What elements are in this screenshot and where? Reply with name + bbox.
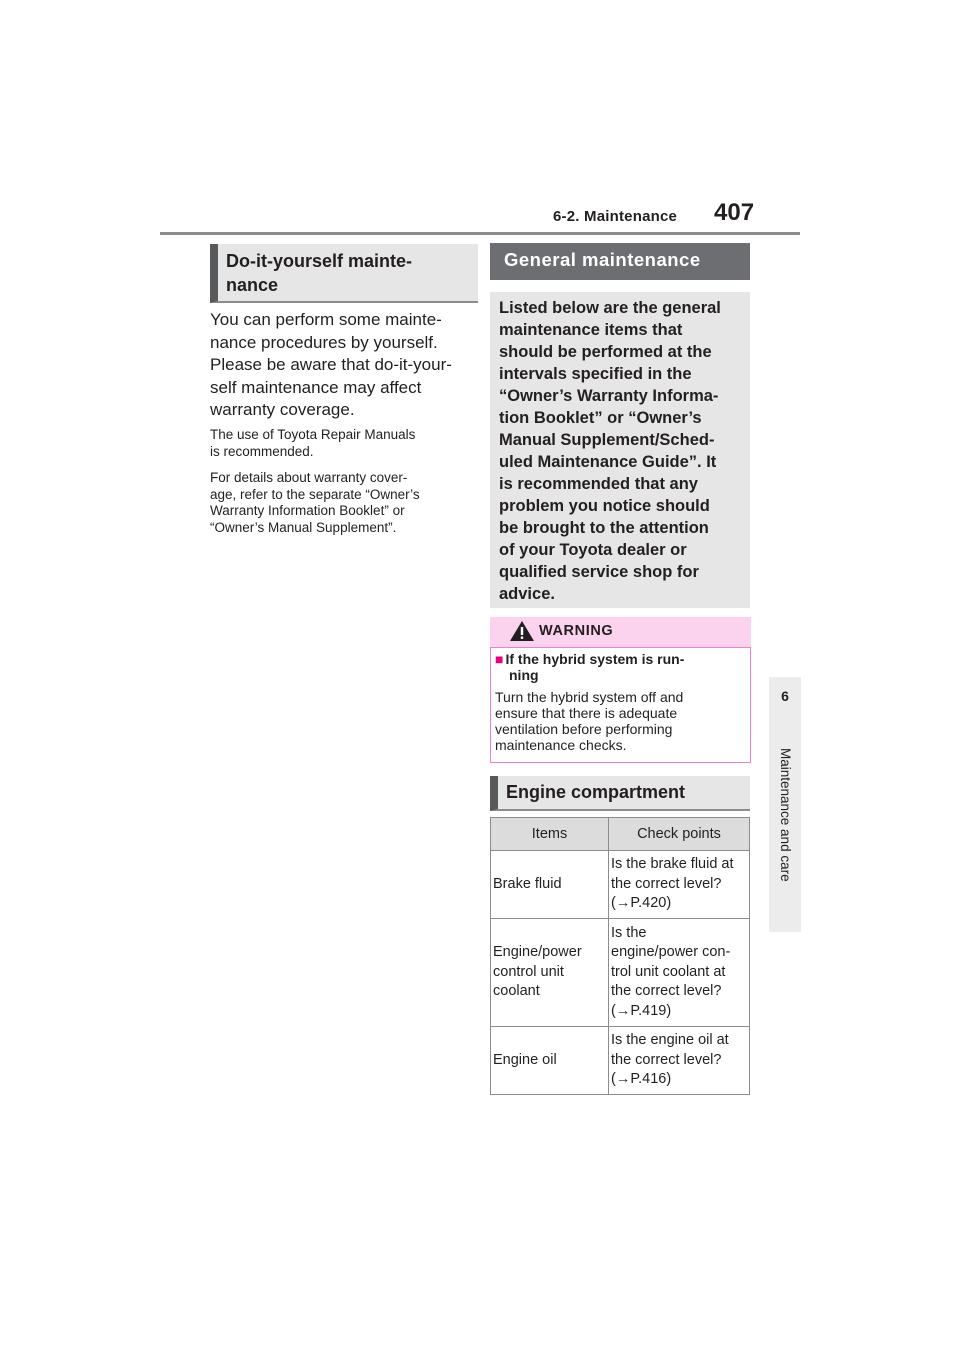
- square-bullet-icon: ■: [495, 651, 504, 667]
- table-row: [491, 1027, 750, 1095]
- table-cell-item: Engine/power control unit coolant: [491, 919, 609, 1027]
- table-cell-check: Is the engine/power con- trol unit coolant at the correct level? (→P.419): [609, 919, 750, 1027]
- header-rule: [160, 232, 800, 235]
- engine-compartment-heading: Engine compartment: [506, 782, 686, 802]
- engine-compartment-heading-box: [490, 776, 750, 811]
- engine-check-table: [490, 817, 750, 1095]
- general-maintenance-heading: General maintenance: [504, 249, 701, 270]
- general-maintenance-text: Listed below are the general maintenance items that should be performed at the intervals specified in the “Owner’s Warranty Informa- tion Booklet” or “Owner’s Manual Supplement/Sched- uled Maintenance Guide”. It is recommended that any problem you notice should be brought to the attention of your Toyota dealer or qualified service shop for advice.: [499, 299, 721, 603]
- repair-manual-note: The use of Toyota Repair Manuals is recommended.: [210, 427, 416, 459]
- general-maintenance-heading-box: [490, 243, 750, 280]
- diy-heading: Do-it-yourself mainte- nance: [226, 251, 413, 295]
- column-header-check-points: Check points: [609, 818, 750, 851]
- table-cell-check: Is the engine oil at the correct level? (→P.416): [609, 1027, 750, 1095]
- diy-intro: You can perform some mainte- nance procedures by yourself. Please be aware that do-it-your- self maintenance may affect warranty coverage.: [210, 310, 452, 419]
- warning-subheading: ■ If the hybrid system is run- ning: [495, 651, 685, 683]
- warning-triangle-icon: [509, 620, 535, 642]
- warranty-note: For details about warranty cover- age, refer to the separate “Owner’s Warranty Information Booklet” or “Owner’s Manual Supplement”.: [210, 470, 420, 535]
- general-maintenance-box: [490, 292, 750, 608]
- column-header-items: Items: [491, 818, 609, 851]
- table-cell-item: Engine oil: [491, 1027, 609, 1095]
- table-row: [491, 919, 750, 1027]
- table-row: [491, 851, 750, 919]
- chapter-number: 6: [781, 688, 789, 704]
- table-cell-check: Is the brake fluid at the correct level? (→P.420): [609, 851, 750, 919]
- table-header-row: [491, 818, 750, 851]
- chapter-title: Maintenance and care: [778, 748, 793, 882]
- page-number: 407: [714, 199, 755, 226]
- diy-heading-box: [210, 244, 478, 303]
- warning-title: WARNING: [539, 623, 614, 639]
- warning-text: Turn the hybrid system off and ensure that there is adequate ventilation before performing maintenance checks.: [495, 689, 684, 753]
- section-title: 6-2. Maintenance: [553, 208, 678, 225]
- table-cell-item: Brake fluid: [491, 851, 609, 919]
